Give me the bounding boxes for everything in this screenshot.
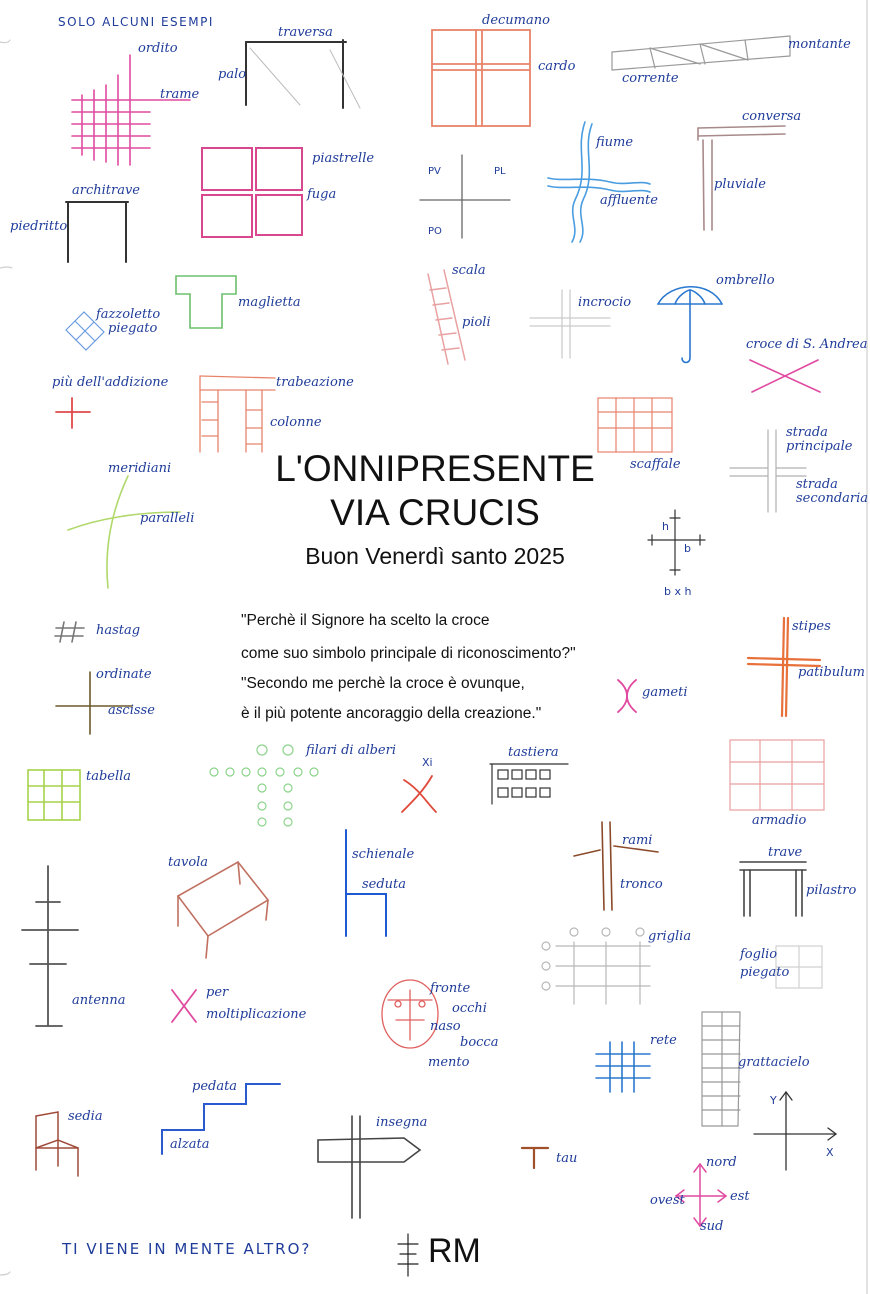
label-pilastro: pilastro	[806, 883, 857, 898]
quote-line-1: "Perchè il Signore ha scelto la croce	[241, 612, 490, 629]
quote-line-3: "Secondo me perchè la croce è ovunque,	[241, 675, 525, 692]
label-principale: principale	[786, 439, 853, 454]
gamete-icon	[618, 680, 636, 712]
label-affluente: affluente	[600, 193, 658, 208]
label-tastiera: tastiera	[508, 745, 559, 760]
label-rami: rami	[622, 833, 653, 848]
label-per: per	[206, 985, 229, 1000]
label-filari: filari di alberi	[306, 743, 396, 758]
chi-letter-icon	[402, 776, 436, 812]
label-antenna: antenna	[72, 993, 126, 1008]
label-scaffale: scaffale	[630, 457, 681, 472]
signpost-icon	[318, 1116, 420, 1218]
ladder-icon	[428, 270, 465, 364]
label-patibulum: patibulum	[798, 665, 866, 680]
label-fuga: fuga	[307, 187, 337, 202]
table-grid-icon	[28, 770, 80, 820]
weave-icon	[72, 55, 190, 165]
label-foglio: foglio	[740, 947, 778, 962]
label-nord: nord	[706, 1155, 737, 1170]
meridian-parallel-icon	[68, 476, 180, 588]
label-pluviale: pluviale	[714, 177, 766, 192]
table-icon	[178, 862, 268, 958]
label-montante: montante	[788, 37, 851, 52]
shelf-icon	[598, 398, 672, 452]
label-tronco: tronco	[620, 877, 663, 892]
label-decumano: decumano	[482, 13, 550, 28]
label-po: PO	[428, 226, 442, 237]
keyboard-icon	[490, 764, 568, 804]
label-est: est	[730, 1189, 750, 1204]
label-pioli: pioli	[462, 315, 491, 330]
label-paralleli: paralleli	[140, 511, 195, 526]
saint-andrew-cross-icon	[750, 360, 820, 392]
label-tabella: tabella	[86, 769, 132, 784]
footer-question: TI VIENE IN MENTE ALTRO?	[62, 1240, 312, 1258]
label-pedata: pedata	[192, 1079, 238, 1094]
label-maglietta: maglietta	[238, 295, 301, 310]
plus-icon	[56, 398, 90, 428]
label-stipes: stipes	[792, 619, 831, 634]
label-fronte: fronte	[430, 981, 471, 996]
title-line-2: VIA CRUCIS	[330, 492, 540, 533]
label-ordito: ordito	[138, 41, 178, 56]
label-ascisse: ascisse	[108, 703, 155, 718]
label-alzata: alzata	[170, 1137, 210, 1152]
label-pl: PL	[494, 166, 506, 177]
label-piedritto: piedritto	[10, 219, 68, 234]
subtitle: Buon Venerdì santo 2025	[305, 543, 565, 569]
label-y: Y	[770, 1094, 777, 1107]
umbrella-icon	[658, 287, 722, 363]
tau-cross-icon	[522, 1148, 548, 1168]
title-line-1: L'ONNIPRESENTE	[275, 448, 595, 489]
wardrobe-icon	[730, 740, 824, 810]
tiles-icon	[202, 148, 302, 237]
city-grid-icon	[432, 30, 530, 126]
label-gameti: gameti	[642, 685, 688, 700]
label-trave: trave	[768, 845, 803, 860]
label-trabeazione: trabeazione	[276, 375, 354, 390]
label-palo: palo	[218, 67, 247, 82]
label-strada-2: strada	[796, 477, 838, 492]
label-piastrelle: piastrelle	[312, 151, 375, 166]
lintel-icon	[66, 202, 128, 262]
label-colonne: colonne	[270, 415, 322, 430]
grid-with-rings-icon	[542, 928, 650, 1004]
label-ovest: ovest	[650, 1193, 685, 1208]
label-mento: mento	[428, 1055, 470, 1070]
label-scala: scala	[452, 263, 486, 278]
label-trame: trame	[160, 87, 200, 102]
label-tau: tau	[556, 1151, 578, 1166]
label-sedia: sedia	[68, 1109, 103, 1124]
tree-rows-icon	[210, 745, 318, 826]
label-piu-addizione: più dell'addizione	[52, 375, 169, 390]
header-note: SOLO ALCUNI ESEMPI	[58, 15, 214, 29]
colonnade-icon	[200, 376, 275, 452]
label-ordinate: ordinate	[96, 667, 152, 682]
label-x: X	[826, 1146, 834, 1159]
hashtag-icon	[55, 622, 84, 642]
label-secondaria: secondaria	[796, 491, 869, 506]
label-h: h	[662, 520, 669, 533]
label-hastag: hastag	[96, 623, 141, 638]
truss-icon	[612, 36, 790, 70]
label-bocca: bocca	[460, 1035, 499, 1050]
label-fazzoletto: fazzoletto	[96, 307, 161, 322]
quote-line-2: come suo simbolo principale di riconoscimento?"	[241, 645, 576, 662]
tshirt-icon	[176, 276, 236, 328]
goalpost-icon	[246, 40, 346, 108]
label-corrente: corrente	[622, 71, 679, 86]
label-piegato: piegato	[108, 321, 158, 336]
label-grattacielo: grattacielo	[738, 1055, 810, 1070]
label-incrocio: incrocio	[578, 295, 632, 310]
label-traversa: traversa	[278, 25, 333, 40]
label-b: b	[684, 542, 691, 555]
label-occhi: occhi	[452, 1001, 487, 1016]
label-cardo: cardo	[538, 59, 576, 74]
label-pv: PV	[428, 166, 441, 177]
label-armadio: armadio	[752, 813, 807, 828]
quote-line-4: è il più potente ancoraggio della creazione."	[241, 705, 542, 722]
signature-cross-icon	[398, 1234, 418, 1276]
cartesian-axes-icon	[754, 1092, 836, 1170]
label-conversa: conversa	[742, 109, 802, 124]
label-schienale: schienale	[352, 847, 415, 862]
label-piegato2: piegato	[740, 965, 790, 980]
beam-pillar-icon	[740, 862, 806, 916]
label-croce-s-andrea: croce di S. Andrea	[746, 337, 868, 352]
label-rete: rete	[650, 1033, 677, 1048]
label-seduta: seduta	[362, 877, 407, 892]
signature: RM	[428, 1232, 481, 1270]
label-meridiani: meridiani	[108, 461, 172, 476]
label-griglia: griglia	[648, 929, 692, 944]
label-insegna: insegna	[376, 1115, 428, 1130]
label-tavola: tavola	[168, 855, 209, 870]
antenna-icon	[22, 866, 78, 1026]
label-bxh: b x h	[664, 585, 692, 598]
net-icon	[596, 1042, 650, 1092]
skyscraper-icon	[702, 1012, 740, 1126]
label-ombrello: ombrello	[716, 273, 775, 288]
label-strada-1: strada	[786, 425, 828, 440]
multiply-icon	[172, 990, 196, 1022]
label-moltiplicazione: moltiplicazione	[206, 1007, 307, 1022]
label-fiume: fiume	[596, 135, 634, 150]
label-naso: naso	[430, 1019, 461, 1034]
label-architrave: architrave	[72, 183, 141, 198]
label-xi: Xi	[422, 756, 433, 769]
label-sud: sud	[700, 1219, 724, 1234]
